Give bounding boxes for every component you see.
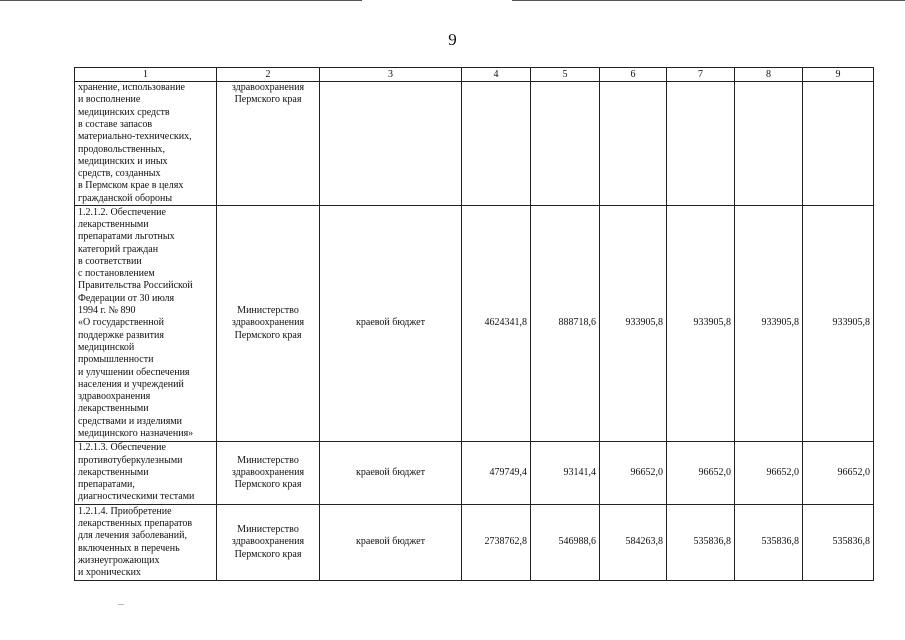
column-header-6: 6 [600,68,667,82]
row-name: 1.2.1.4. Приобретение лекарственных препаратов для лечения заболеваний, включенных в перечень жизнеугрожающих и хронических [78,505,193,579]
row-org: Министерство здравоохранения Пермского края [231,454,305,491]
budget-table [74,67,874,581]
column-header-9: 9 [803,68,874,82]
row-value-year-2: 584263,8 [600,505,667,581]
row-value-year-3: 535836,8 [667,505,735,581]
row-source: краевой бюджет [320,442,462,505]
row-value-year-2: 96652,0 [600,442,667,505]
row-value-year-1 [531,82,600,206]
row-value-year-4: 535836,8 [735,505,803,581]
row-value-year-1: 93141,4 [531,442,600,505]
row-value-year-1: 888718,6 [531,206,600,442]
row-value-year-2: 933905,8 [600,206,667,442]
row-value-year-3 [667,82,735,206]
row-value-year-5: 535836,8 [803,505,874,581]
row-value-year-4: 96652,0 [735,442,803,505]
table-row [75,442,874,505]
row-name-cell [75,82,217,206]
table-row [75,82,874,206]
row-value-total: 4624341,8 [462,206,531,442]
row-value-year-5 [803,82,874,206]
row-name: 1.2.1.2. Обеспечение лекарственными препаратами льготных категорий граждан в соответствии с постановлением Правительства Российской Федерации от 30 июля 1994 г. № 890 «О государственной поддержке развития медицинской промышленности и улучшении обеспечения населения и учреждений здравоохранения лекарственными средствами и изделиями медицинского назначения» [78,206,194,440]
row-org-cell [217,442,320,505]
column-header-3: 3 [320,68,462,82]
row-name: 1.2.1.3. Обеспечение противотуберкулезными лекарственными препаратами, диагностическими тестами [78,442,195,503]
row-org: здравоохранения Пермского края [231,82,305,106]
column-header-7: 7 [667,68,735,82]
table-row [75,206,874,442]
column-header-5: 5 [531,68,600,82]
header-row [75,68,874,82]
row-value-year-4 [735,82,803,206]
scan-speck [118,604,124,605]
scan-edge-line-left [0,0,362,1]
row-name-cell [75,505,217,581]
column-header-4: 4 [462,68,531,82]
row-name-cell [75,442,217,505]
row-value-year-5: 933905,8 [803,206,874,442]
column-header-1: 1 [75,68,217,82]
row-org-cell [217,82,320,206]
row-value-total: 2738762,8 [462,505,531,581]
row-name: хранение, использование и восполнение медицинских средств в составе запасов материально-технических, продовольственных, медицинских и иных средств, созданных в Пермском крае в целях гражданской обороны [78,82,192,204]
row-value-total: 479749,4 [462,442,531,505]
row-source: краевой бюджет [320,206,462,442]
row-value-total [462,82,531,206]
table-row [75,505,874,581]
row-value-year-1: 546988,6 [531,505,600,581]
row-value-year-4: 933905,8 [735,206,803,442]
row-org: Министерство здравоохранения Пермского края [231,524,305,560]
row-org-cell [217,206,320,442]
row-source [320,82,462,206]
row-org-cell [217,505,320,581]
row-org: Министерство здравоохранения Пермского края [231,305,305,341]
column-header-2: 2 [217,68,320,82]
row-value-year-3: 96652,0 [667,442,735,505]
column-header-8: 8 [735,68,803,82]
row-source: краевой бюджет [320,505,462,581]
scan-edge-line-right [512,0,905,1]
row-name-cell [75,206,217,442]
row-value-year-5: 96652,0 [803,442,874,505]
row-value-year-2 [600,82,667,206]
page-number: 9 [448,30,457,49]
row-value-year-3: 933905,8 [667,206,735,442]
